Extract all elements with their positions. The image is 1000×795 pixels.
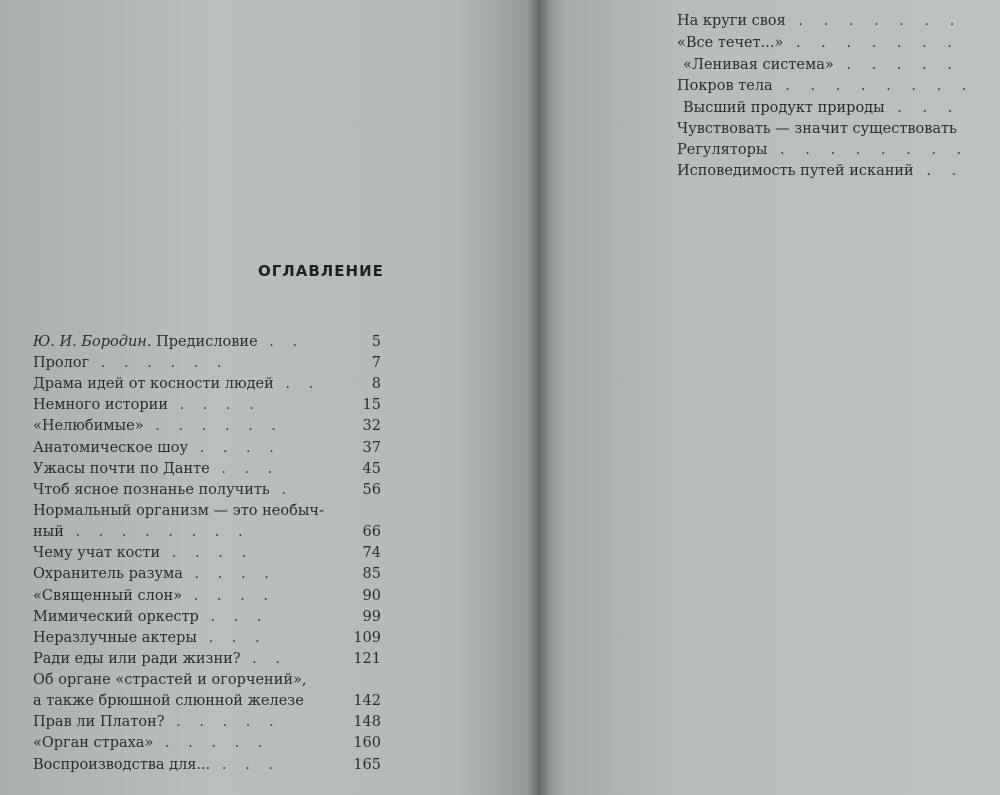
toc-entry-title bbox=[33, 437, 188, 459]
toc-leader-dots: . . . bbox=[884, 100, 961, 116]
toc-entry-title-text: Драма идей от косности людей bbox=[33, 376, 274, 392]
toc-entry-title: Высший продукт природы bbox=[683, 100, 885, 116]
toc-entry bbox=[33, 437, 281, 459]
toc-entry-title bbox=[33, 331, 258, 353]
toc-page-number: 8 bbox=[371, 376, 381, 392]
toc-entry-title bbox=[33, 754, 210, 776]
toc-entry-title-text: Прав ли Платон? bbox=[33, 714, 165, 730]
toc-entry bbox=[33, 542, 253, 564]
toc-entry-title-text: ный bbox=[33, 524, 64, 540]
toc-entry bbox=[33, 394, 261, 416]
toc-entry bbox=[33, 500, 324, 522]
toc-leader-dots: . . . . . . . . bbox=[767, 142, 970, 158]
toc-leader-dots: . . . . . . . bbox=[785, 13, 963, 29]
toc-entry-title: «Все течет...» bbox=[677, 35, 784, 51]
toc-entry-title bbox=[33, 732, 153, 754]
toc-entry-title-text: Немного истории bbox=[33, 397, 168, 413]
toc-page-number: 165 bbox=[353, 757, 381, 773]
toc-entry-title-text: «Священный слон» bbox=[33, 588, 183, 604]
toc-page-number: 37 bbox=[362, 440, 381, 456]
toc-entry-title bbox=[33, 521, 64, 543]
toc-entry bbox=[677, 119, 957, 140]
toc-entry bbox=[683, 98, 960, 119]
toc-entry bbox=[33, 521, 250, 543]
toc-entry-title-text: Неразлучные актеры bbox=[33, 630, 197, 646]
toc-entry bbox=[33, 585, 275, 607]
toc-entry-title bbox=[33, 542, 160, 564]
toc-page-number: 15 bbox=[362, 397, 381, 413]
book-gutter bbox=[528, 0, 550, 795]
toc-entry-title bbox=[33, 669, 307, 691]
toc-entry bbox=[33, 352, 229, 374]
toc-leader-dots: . . . . . bbox=[164, 714, 281, 730]
toc-leader-dots: . . bbox=[257, 334, 305, 350]
toc-entry-title: Чувствовать — значит существовать bbox=[677, 121, 957, 137]
toc-leader-dots: . . . . bbox=[188, 440, 281, 456]
toc-page-number: 74 bbox=[362, 545, 381, 561]
toc-entry bbox=[33, 606, 268, 628]
toc-entry bbox=[33, 648, 287, 670]
toc-page-number: 109 bbox=[353, 630, 381, 646]
toc-entry bbox=[33, 415, 283, 437]
toc-leader-dots: . . . bbox=[196, 630, 267, 646]
toc-entry-title bbox=[33, 585, 182, 607]
toc-leader-dots: . . bbox=[240, 651, 287, 667]
toc-entry-title bbox=[33, 606, 199, 628]
toc-entry-title-text: Предисловие bbox=[156, 334, 258, 350]
toc-leader-dots: . . . . bbox=[160, 545, 254, 561]
toc-entry-title bbox=[33, 394, 168, 416]
toc-entry bbox=[33, 331, 304, 353]
toc-leader-dots: . . . . . bbox=[153, 735, 270, 751]
toc-page-number: 148 bbox=[353, 714, 381, 730]
toc-entry-title bbox=[33, 711, 165, 733]
toc-leader-dots: . . bbox=[913, 163, 965, 179]
toc-leader-dots: . . . . bbox=[167, 397, 261, 413]
toc-entry-title: Исповедимость путей исканий bbox=[677, 163, 914, 179]
toc-entry-author: Ю. И. Бородин. bbox=[33, 334, 157, 350]
toc-entry-title-text: «Нелюбимые» bbox=[33, 418, 144, 434]
toc-entry-title-text: Ужасы почти по Данте bbox=[33, 461, 210, 477]
toc-leader-dots: . . . bbox=[198, 609, 269, 625]
toc-entry-title bbox=[33, 690, 304, 712]
toc-entry bbox=[683, 55, 960, 76]
toc-entry bbox=[677, 33, 960, 54]
toc-entry bbox=[33, 373, 320, 395]
toc-entry-title-text: Охранитель разума bbox=[33, 566, 183, 582]
toc-entry bbox=[677, 140, 969, 161]
toc-entry-title-text: Мимический оркестр bbox=[33, 609, 199, 625]
toc-entry-title-text: а также брюшной слюнной железе bbox=[33, 693, 304, 709]
toc-page-number: 85 bbox=[362, 566, 381, 582]
toc-entry bbox=[33, 669, 307, 691]
toc-entry bbox=[33, 627, 267, 649]
toc-entry-title-text: Анатомическое шоу bbox=[33, 440, 188, 456]
toc-leader-dots: . . . . bbox=[182, 566, 276, 582]
toc-entry-title bbox=[33, 458, 210, 480]
toc-entry bbox=[33, 690, 304, 712]
toc-leader-dots: . . . . . . . bbox=[783, 35, 960, 51]
toc-heading: ОГЛАВЛЕНИЕ bbox=[258, 262, 384, 280]
toc-entry-title bbox=[33, 373, 274, 395]
toc-entry bbox=[33, 563, 276, 585]
toc-leader-dots: . . . . . . bbox=[89, 355, 229, 371]
toc-page-number: 121 bbox=[353, 651, 381, 667]
toc-entry-title-text: Об органе «страстей и огорчений», bbox=[33, 672, 307, 688]
toc-entry bbox=[33, 479, 293, 501]
toc-entry-title-text: Воспроизводства для... bbox=[33, 757, 211, 773]
toc-leader-dots: . . . . bbox=[182, 588, 275, 604]
toc-leader-dots: . . . bbox=[210, 757, 280, 773]
toc-leader-dots: . . . . . . bbox=[143, 418, 283, 434]
toc-entry bbox=[677, 161, 964, 182]
toc-entry bbox=[33, 458, 279, 480]
toc-page-number: 5 bbox=[371, 334, 381, 350]
toc-page-number: 90 bbox=[362, 588, 381, 604]
toc-entry bbox=[33, 754, 280, 776]
toc-page-number: 7 bbox=[371, 355, 381, 371]
toc-entry-title: «Ленивая система» bbox=[683, 57, 834, 73]
toc-entry-title bbox=[33, 500, 324, 522]
toc-entry-title: Регуляторы bbox=[677, 142, 768, 158]
toc-leader-dots: . bbox=[269, 482, 294, 498]
toc-leader-dots: . . bbox=[273, 376, 321, 392]
toc-page-number: 66 bbox=[362, 524, 381, 540]
toc-entry-title bbox=[33, 352, 89, 374]
toc-leader-dots: . . . . . . . . bbox=[772, 78, 975, 94]
toc-page-number: 160 bbox=[353, 735, 381, 751]
toc-entry-title: На круги своя bbox=[677, 13, 786, 29]
toc-page-number: 56 bbox=[362, 482, 381, 498]
toc-page-number: 142 bbox=[353, 693, 381, 709]
toc-entry bbox=[33, 732, 269, 754]
toc-entry-title bbox=[33, 415, 144, 437]
toc-entry-title-text: Ради еды или ради жизни? bbox=[33, 651, 241, 667]
toc-page-number: 99 bbox=[362, 609, 381, 625]
toc-leader-dots: . . . . . . . . bbox=[63, 524, 250, 540]
toc-entry bbox=[677, 11, 962, 32]
toc-entry-title-text: Чтоб ясное познанье получить bbox=[33, 482, 270, 498]
toc-entry-title-text: «Орган страха» bbox=[33, 735, 154, 751]
toc-entry-title-text: Пролог bbox=[33, 355, 90, 371]
toc-leader-dots: . . . bbox=[209, 461, 280, 477]
toc-page-number: 45 bbox=[362, 461, 381, 477]
toc-leader-dots: . . . . . bbox=[833, 57, 960, 73]
toc-entry-title: Покров тела bbox=[677, 78, 773, 94]
toc-page-number: 32 bbox=[362, 418, 381, 434]
toc-entry-title bbox=[33, 627, 197, 649]
toc-entry-title-text: Чему учат кости bbox=[33, 545, 161, 561]
toc-entry bbox=[677, 76, 974, 97]
toc-entry-title bbox=[33, 648, 241, 670]
toc-entry-title bbox=[33, 563, 183, 585]
toc-entry-title bbox=[33, 479, 270, 501]
toc-entry-title-text: Нормальный организм — это необыч- bbox=[33, 503, 324, 519]
toc-entry bbox=[33, 711, 281, 733]
